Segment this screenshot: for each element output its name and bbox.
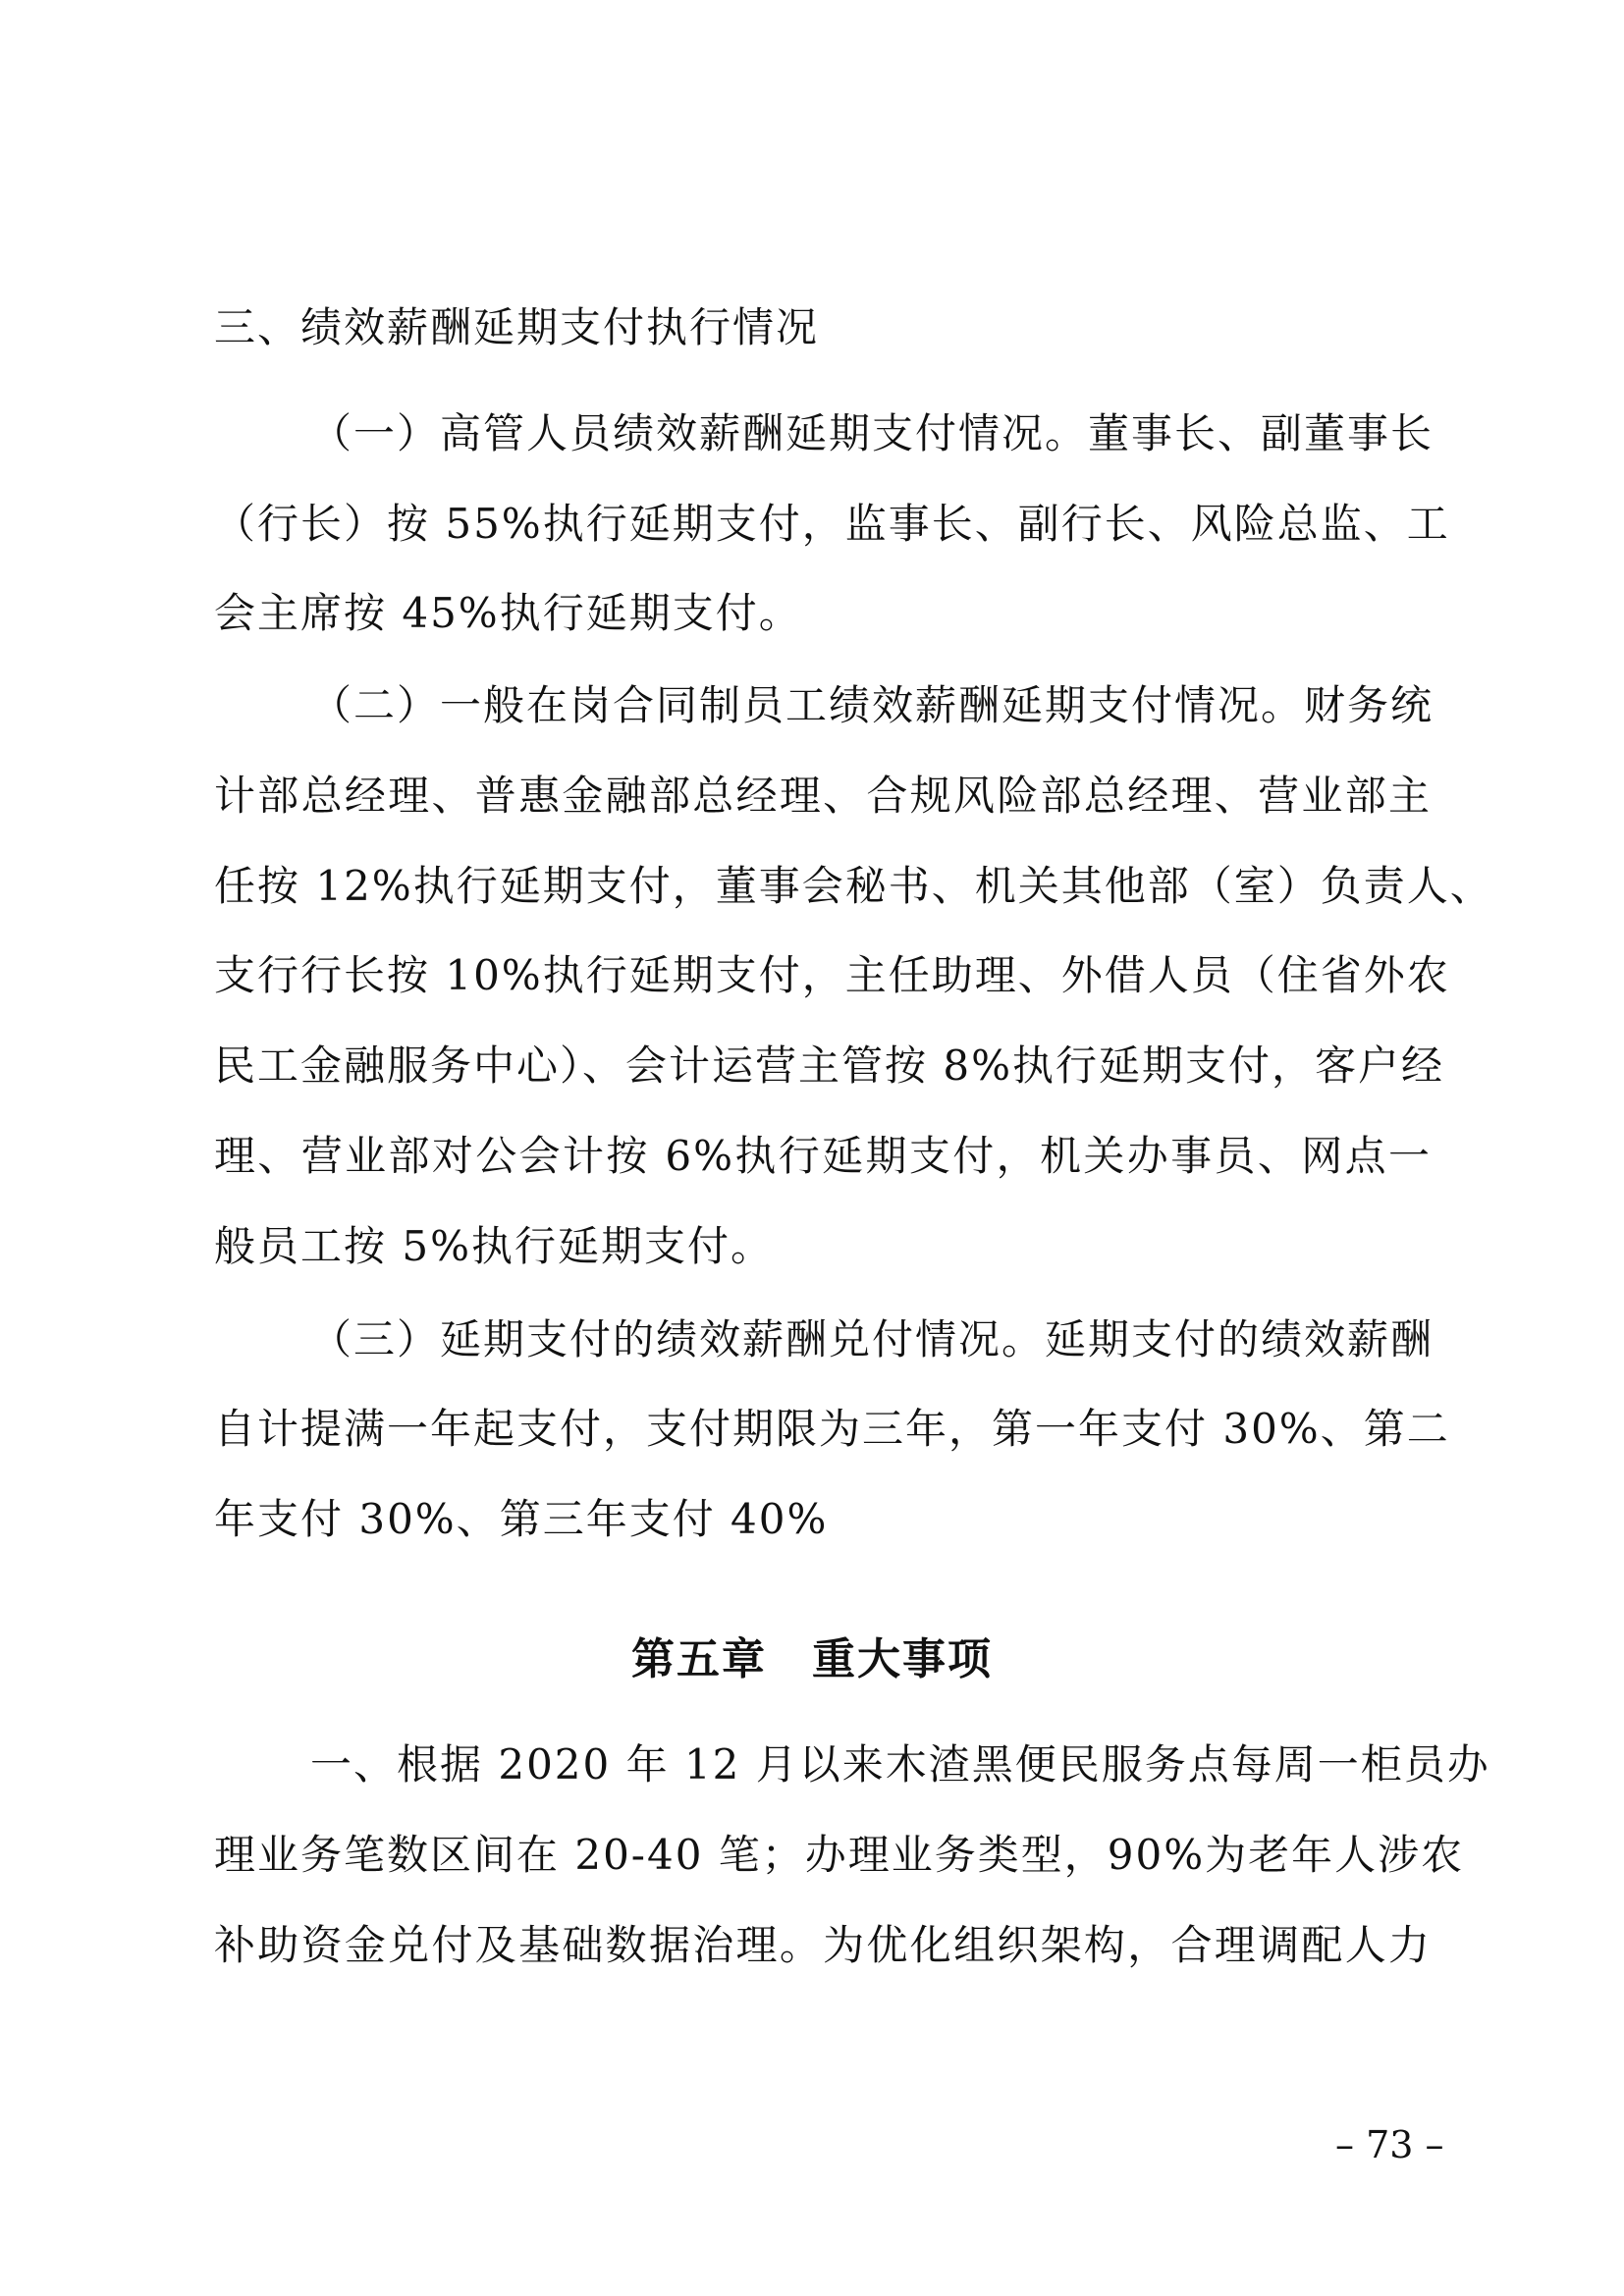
paragraph-line: 民工金融服务中心）、会计运营主管按 8%执行延期支付，客户经 [214,1041,1444,1090]
paragraph-line: （一）高管人员绩效薪酬延期支付情况。董事长、副董事长 [310,409,1435,457]
paragraph-line: 自计提满一年起支付，支付期限为三年，第一年支付 30%、第二 [214,1405,1450,1453]
paragraph-line: 计部总经理、普惠金融部总经理、合规风险部总经理、营业部主 [214,772,1432,820]
paragraph-line: 一、根据 2020 年 12 月以来木渣黑便民服务点每周一柜员办 [310,1740,1490,1789]
paragraph-line: 般员工按 5%执行延期支付。 [214,1222,774,1270]
paragraph-line: 理、营业部对公会计按 6%执行延期支付，机关办事员、网点一 [214,1132,1432,1180]
section-heading: 三、绩效薪酬延期支付执行情况 [214,303,820,351]
paragraph-line: 支行行长按 10%执行延期支付，主任助理、外借人员（住省外农 [214,951,1450,999]
paragraph-line: 理业务笔数区间在 20-40 笔；办理业务类型，90%为老年人涉农 [214,1831,1465,1879]
paragraph-line: （三）延期支付的绩效薪酬兑付情况。延期支付的绩效薪酬 [310,1315,1435,1363]
paragraph-line: 年支付 30%、第三年支付 40% [214,1495,829,1543]
paragraph-line: （行长）按 55%执行延期支付，监事长、副行长、风险总监、工 [214,500,1450,548]
chapter-title: 第五章 重大事项 [631,1634,993,1684]
page-number: – 73 – [1335,2123,1444,2166]
paragraph-line: （二）一般在岗合同制员工绩效薪酬延期支付情况。财务统 [310,681,1435,729]
paragraph-line: 会主席按 45%执行延期支付。 [214,589,802,637]
paragraph-line: 任按 12%执行延期支付，董事会秘书、机关其他部（室）负责人、 [214,862,1493,910]
paragraph-line: 补助资金兑付及基础数据治理。为优化组织架构，合理调配人力 [214,1921,1432,1969]
